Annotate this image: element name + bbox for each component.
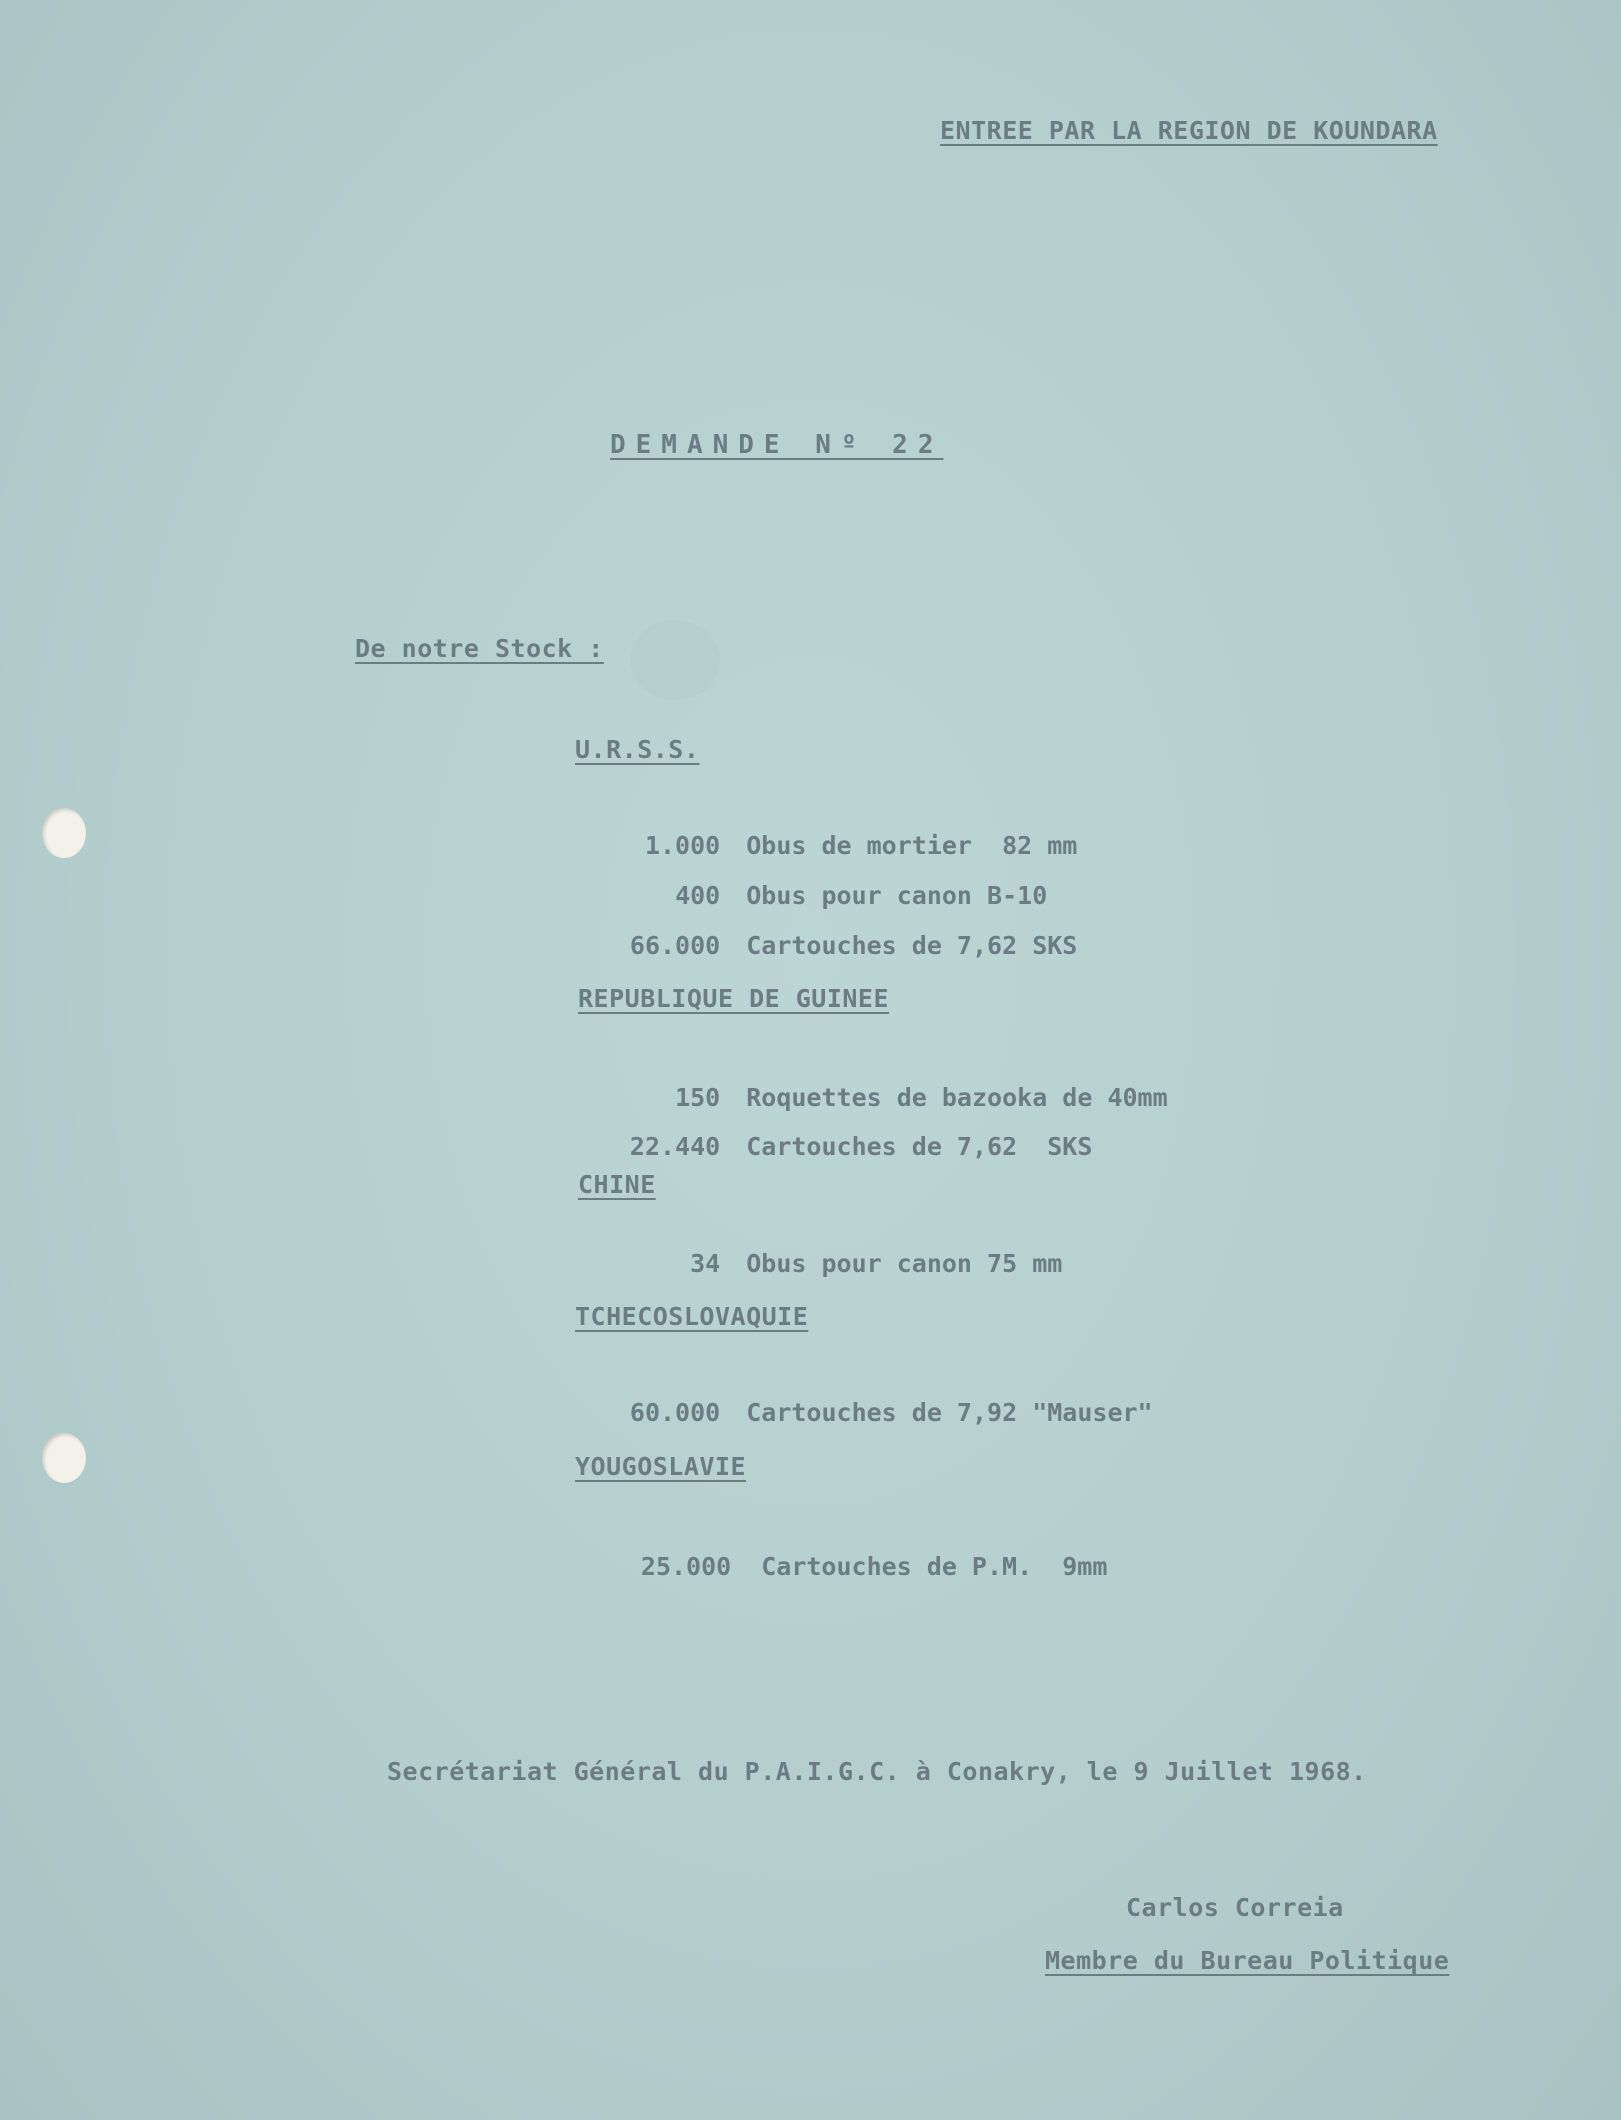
section-heading-chine: CHINE (578, 1170, 656, 1199)
item-description: Obus pour canon 75 mm (746, 1249, 1063, 1278)
item-quantity: 66.000 (629, 931, 721, 960)
item-quantity: 22.440 (629, 1132, 721, 1161)
place-date-line: Secrétariat Général du P.A.I.G.C. à Conakry, le 9 Juillet 1968. (387, 1757, 1367, 1786)
list-item (560, 1219, 1062, 1309)
section-heading-guinee: REPUBLIQUE DE GUINEE (578, 984, 890, 1013)
document-title: DEMANDE Nº 22 (610, 430, 944, 460)
item-quantity: 34 (690, 1249, 721, 1278)
item-description: Roquettes de bazooka de 40mm (746, 1083, 1168, 1112)
paper-smudge (630, 620, 720, 700)
signatory-name: Carlos Correia (1126, 1893, 1344, 1922)
item-quantity: 400 (675, 881, 721, 910)
item-quantity: 1.000 (644, 831, 721, 860)
signatory-title: Membre du Bureau Politique (1045, 1946, 1450, 1975)
section-heading-tchecoslovaquie: TCHECOSLOVAQUIE (575, 1302, 809, 1331)
item-quantity: 25.000 (640, 1552, 732, 1581)
item-quantity: 60.000 (629, 1398, 721, 1427)
stock-label: De notre Stock : (355, 634, 604, 663)
item-description: Cartouches de 7,62 SKS (746, 931, 1078, 960)
item-description: Obus de mortier 82 mm (746, 831, 1078, 860)
item-description: Cartouches de 7,92 "Mauser" (746, 1398, 1153, 1427)
list-item (575, 1522, 1107, 1612)
entry-region-heading: ENTREE PAR LA REGION DE KOUNDARA (940, 116, 1438, 145)
section-heading-yougoslavie: YOUGOSLAVIE (575, 1452, 747, 1481)
punch-hole-bottom (42, 1433, 86, 1483)
item-description: Cartouches de P.M. 9mm (761, 1552, 1108, 1581)
punch-hole-top (42, 808, 86, 858)
list-item (560, 1368, 1153, 1458)
item-quantity: 150 (675, 1083, 721, 1112)
item-description: Cartouches de 7,62 SKS (746, 1132, 1093, 1161)
item-description: Obus pour canon B-10 (746, 881, 1048, 910)
section-heading-urss: U.R.S.S. (575, 735, 700, 764)
list-item (560, 901, 1077, 991)
